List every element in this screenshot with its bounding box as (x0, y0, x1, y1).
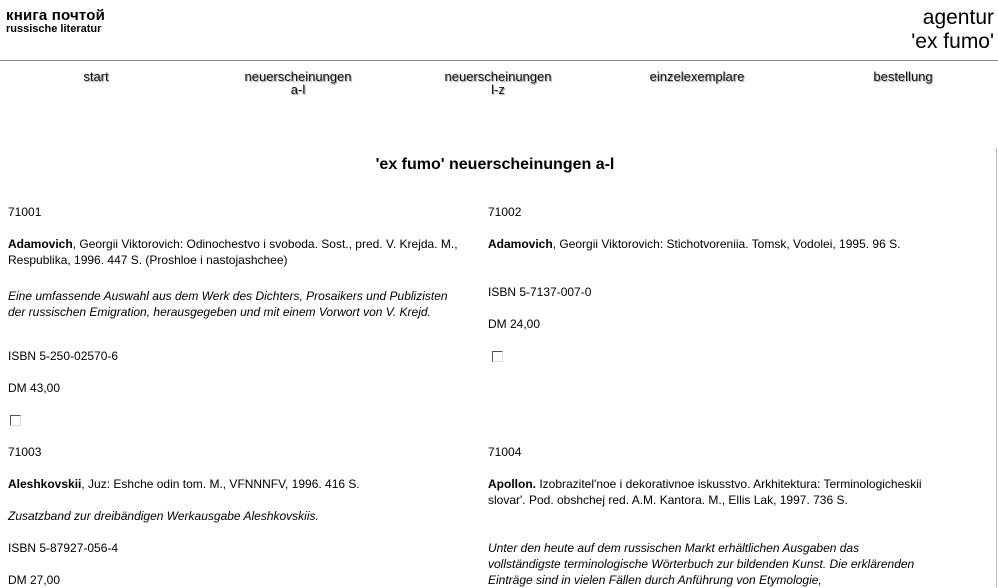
agency-label: 'ex fumo' (911, 30, 994, 53)
frame-border (996, 148, 997, 587)
item-isbn: ISBN 5-87927-056-4 (8, 541, 119, 555)
nav-bestellung[interactable] (858, 70, 948, 83)
page-title: 'ex fumo' neuerscheinungen a-l (375, 156, 615, 173)
nav-einzelexemplare[interactable] (637, 70, 757, 83)
item-citation (488, 236, 928, 252)
nav-start-label[interactable]: start (83, 69, 109, 84)
item-isbn: ISBN 5-7137-007-0 (488, 285, 592, 299)
brand-title: книга почтой (6, 7, 106, 24)
item-title: , Georgii Viktorovich: Stichotvoreniia. Tomsk, Vodolei, 1995. 96 S. (552, 237, 901, 251)
item-citation (8, 236, 458, 268)
item-description (8, 288, 458, 320)
brand-right (911, 6, 994, 54)
agency-name: agentur (922, 6, 994, 29)
header-divider (0, 60, 998, 61)
item-description (8, 508, 319, 524)
item-description-text: Zusatzband zur dreibändigen Werkausgabe Aleshkovskiis. (8, 509, 319, 523)
item-author: Aleshkovskii (8, 477, 82, 491)
item-number: 71001 (8, 205, 42, 219)
item-price: DM 24,00 (488, 317, 541, 331)
item-price: DM 43,00 (8, 381, 61, 395)
nav-neuerscheinungen-a-l-label[interactable]: neuerscheinungen (244, 69, 352, 84)
top-nav (0, 70, 998, 100)
item-author: Adamovich (488, 237, 553, 251)
item-number: 71004 (488, 445, 522, 459)
nav-start[interactable] (76, 70, 116, 83)
item-citation (488, 476, 928, 508)
nav-bestellung-label[interactable]: bestellung (873, 69, 933, 84)
item-number: 71002 (488, 205, 522, 219)
item-description-text: Eine umfassende Auswahl aus dem Werk des Dichters, Prosaikers und Publizisten der russischen Emigration, herausgegeben und mit einem Vorwort von V. Krejd. (8, 289, 448, 319)
order-checkbox[interactable] (492, 351, 503, 362)
item-description (488, 540, 928, 588)
item-number: 71003 (8, 445, 42, 459)
item-price: DM 27,00 (8, 573, 61, 587)
item-title: , Juz: Eshche odin tom. M., VFNNNFV, 1996. 416 S. (81, 477, 360, 491)
item-isbn: ISBN 5-250-02570-6 (8, 349, 119, 363)
order-checkbox[interactable] (10, 415, 21, 426)
item-description-text: Unter den heute auf dem russischen Markt erhältlichen Ausgaben das vollständigste terminologische Wörterbuch zur bildenden Kunst. Die erklärenden Einträge sind in vielen Fällen durch Anführung von Etymologie, (488, 541, 915, 587)
nav-einzelexemplare-label[interactable]: einzelexemplare (649, 69, 745, 84)
brand-subtitle: russische literatur (6, 23, 102, 35)
item-title: , Georgii Viktorovich: Odinochestvo i svoboda. Sost., pred. V. Krejda. M., Respublika, 1996. 447 S. (Proshloe i nastojashchee) (8, 237, 458, 267)
item-citation (8, 476, 360, 492)
nav-neuerscheinungen-l-z-range[interactable]: l-z (491, 82, 505, 97)
nav-neuerscheinungen-l-z-label[interactable]: neuerscheinungen (444, 69, 552, 84)
item-title: Izobrazitel'noe i dekorativnoe iskusstvo. Arkhitektura: Terminologicheskii slovar'. Pod. obshchej red. A.M. Kantora. M., Ellis Lak, 1997. 736 S. (488, 477, 922, 507)
nav-neuerscheinungen-a-l-range[interactable]: a-l (290, 82, 306, 97)
item-author: Adamovich (8, 237, 73, 251)
brand-left (6, 8, 105, 35)
item-author: Apollon. (488, 477, 536, 491)
nav-neuerscheinungen-l-z[interactable] (433, 70, 563, 96)
nav-neuerscheinungen-a-l[interactable] (233, 70, 363, 96)
